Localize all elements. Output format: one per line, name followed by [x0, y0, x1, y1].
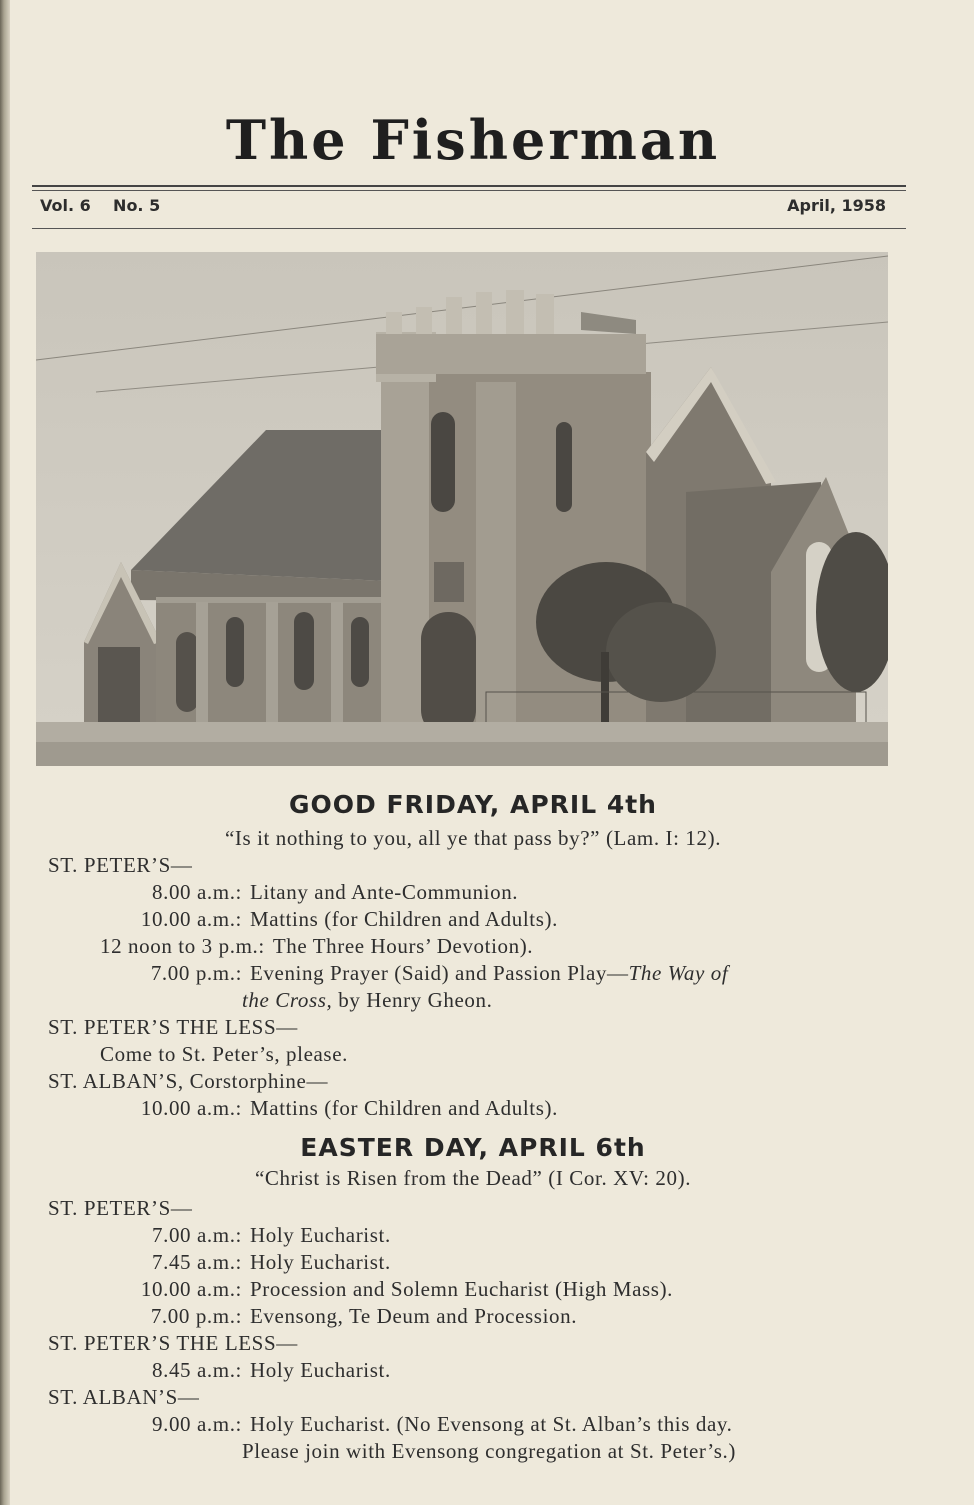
service-desc: Evensong, Te Deum and Procession.	[250, 1304, 578, 1328]
masthead-rule-bottom	[32, 190, 906, 191]
service-desc: Litany and Ante-Communion.	[250, 880, 519, 904]
service-time: 7.00 p.m.:	[150, 1304, 242, 1328]
church-name: ST. ALBAN’S, Corstorphine—	[48, 1069, 329, 1093]
service-desc: Mattins (for Children and Adults).	[250, 907, 558, 931]
service-desc: Holy Eucharist.	[250, 1223, 391, 1247]
service-item	[100, 1358, 391, 1383]
service-item	[100, 961, 728, 986]
church-photograph	[36, 252, 888, 766]
service-time: 12 noon to 3 p.m.:	[100, 934, 265, 958]
issue-date: April, 1958	[787, 196, 886, 215]
service-time: 7.45 a.m.:	[152, 1250, 242, 1274]
issue-line	[40, 196, 886, 215]
church-note: Come to St. Peter’s, please.	[100, 1042, 348, 1066]
service-item	[100, 880, 518, 905]
masthead-rule-top	[32, 185, 906, 187]
service-item	[100, 1096, 558, 1121]
service-time: 7.00 a.m.:	[152, 1223, 242, 1247]
service-desc: Holy Eucharist.	[250, 1250, 391, 1274]
service-desc: Evening Prayer (Said) and Passion Play—	[250, 961, 629, 985]
church-name: ST. PETER’S—	[48, 1196, 193, 1220]
play-title-part-2: the Cross,	[242, 988, 333, 1012]
service-item	[100, 1412, 732, 1437]
service-item	[100, 934, 533, 959]
church-name: ST. PETER’S—	[48, 853, 193, 877]
service-time: 8.45 a.m.:	[152, 1358, 242, 1382]
service-desc: The Three Hours’ Devotion).	[272, 934, 534, 958]
service-desc: Procession and Solemn Eucharist (High Mass).	[250, 1277, 674, 1301]
service-desc: Mattins (for Children and Adults).	[250, 1096, 558, 1120]
service-time: 7.00 p.m.:	[150, 961, 242, 985]
good-friday-quote: “Is it nothing to you, all ye that pass by?” (Lam. I: 12).	[224, 826, 722, 850]
service-time: 10.00 a.m.:	[140, 1277, 242, 1301]
easter-quote: “Christ is Risen from the Dead” (I Cor. XV: 20).	[254, 1166, 692, 1190]
good-friday-heading: GOOD FRIDAY, APRIL 4th	[289, 790, 657, 819]
service-time: 8.00 a.m.:	[152, 880, 242, 904]
church-name: ST. PETER’S THE LESS—	[48, 1015, 298, 1039]
service-time: 9.00 a.m.:	[152, 1412, 242, 1436]
service-desc: Holy Eucharist.	[250, 1358, 391, 1382]
service-item	[100, 907, 558, 932]
church-name: ST. ALBAN’S—	[48, 1385, 200, 1409]
masthead-title: The Fisherman	[225, 108, 721, 172]
service-desc-continued: Please join with Evensong congregation at St. Peter’s.)	[242, 1439, 736, 1463]
service-item	[100, 1223, 391, 1248]
service-time: 10.00 a.m.:	[140, 907, 242, 931]
service-desc-continued	[242, 988, 492, 1013]
issue-rule	[32, 228, 906, 229]
issue-volume: Vol. 6	[40, 196, 91, 215]
play-title-part-1: The Way of	[628, 961, 729, 985]
play-author: by Henry Gheon.	[332, 988, 493, 1012]
church-name: ST. PETER’S THE LESS—	[48, 1331, 298, 1355]
page-spine-shadow	[0, 0, 10, 1505]
service-item	[100, 1304, 577, 1329]
service-item	[100, 1277, 673, 1302]
easter-heading: EASTER DAY, APRIL 6th	[300, 1133, 646, 1162]
issue-number: No. 5	[113, 196, 161, 215]
service-item	[100, 1250, 391, 1275]
service-time: 10.00 a.m.:	[140, 1096, 242, 1120]
service-desc: Holy Eucharist. (No Evensong at St. Alban’s this day.	[250, 1412, 733, 1436]
